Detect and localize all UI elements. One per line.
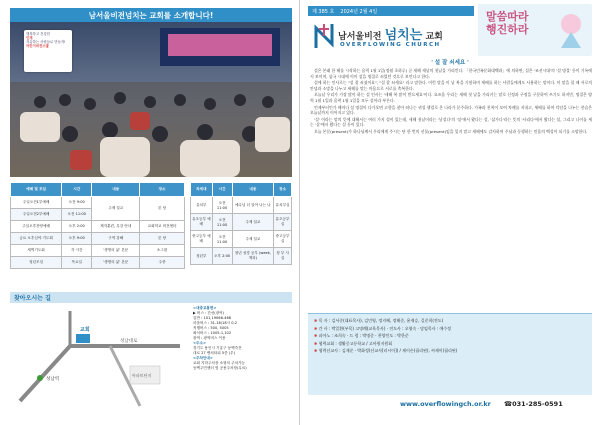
staff-line-text: 피아노 : 조희숙 · 드 럼 : 박명준 · 찬양인도 : 박한준 bbox=[318, 333, 409, 339]
staff-line-text: 협력선교사 : 김재준 · 박화정(선교사[러시아]) / 제이슨(필리핀), 씨제이(필리핀) bbox=[318, 348, 458, 354]
table-cell: 오후 9:00 bbox=[62, 233, 92, 245]
table-cell: 교회학교 비전센터 bbox=[140, 221, 185, 233]
church-logo-icon bbox=[312, 22, 336, 50]
map-label-church: 교회 bbox=[80, 327, 90, 333]
table-header: 예배 및 모임 bbox=[11, 183, 62, 197]
table-cell: 유치부 bbox=[191, 197, 213, 214]
table-row bbox=[11, 221, 185, 233]
table-row bbox=[11, 245, 185, 257]
table-cell: 오후 2:00 bbox=[212, 248, 232, 265]
table-cell: 본 당 bbox=[140, 233, 185, 245]
bus-info-line: 일반 : 101,19066-468 bbox=[193, 316, 232, 320]
table-cell: 주제 설교 bbox=[92, 197, 140, 221]
article-paragraph: 설에 하는 인사로는 "설 잘 쇠셨어요", "설 잘 쇠세요" 라고 말한다. 이런 말을 이 날 복을 기원하며 세배를 하는 사람들에게도 사용하는 말이다. 이 말을 할 때 서로의 안녕과 소망을 나누고 새해를 맞는 마음으로 서로를 축복한다. bbox=[310, 80, 592, 91]
staff-line bbox=[314, 340, 586, 348]
article-paragraph: 언제부터인가 해마다 설 명절이 다가오면 고향을 찾아 떠나는 귀성 행렬로 온 나라가 분주하다. 가족과 친척이 모여 차례를 지내고, 세배를 하며 덕담을 나누는 풍습은 오늘날까지 이어지고 있다. bbox=[310, 104, 592, 116]
table-header: 장소 bbox=[140, 183, 185, 197]
table-cell: 제자훈련, 특강 안내 bbox=[92, 221, 140, 233]
website-link[interactable]: www.overflowingch.or.kr bbox=[400, 400, 491, 408]
article-paragraph: 설은 본래 한 해를 시작하는 음력 1월 1일(정월 초하루) 곧 새해 새날의 첫날을 가리킨다. 「한국민족문화대백과」에 의하면, 설은 '조선시대'의 '설 명절' 등이 기록에서 보이며, 삼국 시대에 이미 설을 명절로 쇠었던 것으로 보인다고 한다. bbox=[310, 68, 592, 79]
right-page bbox=[300, 0, 600, 425]
sign-line-2: 인재 bbox=[26, 36, 33, 40]
bus-info-line: 직행버스 : 500, 5005 bbox=[193, 326, 229, 330]
address-line: 경기도 용인시 기흥구 동백죽전 bbox=[193, 346, 242, 350]
sign-line-4: 어린이비전스쿨 bbox=[26, 44, 49, 48]
table-cell: 주일오전2부예배 bbox=[11, 209, 62, 221]
table-cell: 목요일 bbox=[62, 257, 92, 269]
address-line: 대로 27 벤처타워 5층 (우) bbox=[193, 351, 236, 355]
map-label-station: 성남역 bbox=[46, 377, 60, 382]
church-name-main: 넘치는 bbox=[384, 28, 423, 43]
table-header: 장소 bbox=[274, 183, 292, 197]
article-paragraph: 오늘날 우리가 가장 많이 하는 설 인사는 '새해 복 많이 받으세요'이다. 요즈음 우리는 새해 첫 날을 가리키는 말로 신정과 구정을 구분하여 쓰기도 하지만, 명절은 양력 1월 1일과 음력 1월 1일을 모두 설이라 부른다. bbox=[310, 92, 592, 103]
next-generation-table bbox=[190, 182, 292, 265]
table-cell: 예수님 더 알아 나는 나 bbox=[232, 197, 274, 214]
star-icon: ✱ bbox=[314, 318, 319, 323]
bus-info-line: ▶ 버스 : 간선(광역) bbox=[193, 311, 225, 315]
phone-text: 031-285-0591 bbox=[512, 400, 563, 408]
map-label-apartment: 아파트단지 bbox=[132, 373, 152, 378]
motto-decoration-icon bbox=[556, 10, 586, 50]
table-cell: 오전 11:00 bbox=[212, 197, 232, 214]
directions-title: 찾아오시는 길 bbox=[10, 292, 292, 303]
table-header: 차세대 bbox=[191, 183, 213, 197]
photo-header: 남서울비전넘치는 교회를 소개합니다! bbox=[10, 8, 292, 22]
staff-line bbox=[314, 317, 586, 325]
church-logo-area bbox=[308, 18, 474, 56]
map-label-road: 성남대로 bbox=[120, 339, 138, 344]
table-cell: 유초등부실 bbox=[274, 214, 292, 231]
table-row bbox=[191, 231, 292, 248]
table-cell: 유초등부 예배 bbox=[191, 214, 213, 231]
location-map bbox=[10, 306, 190, 418]
table-row bbox=[191, 248, 292, 265]
phone-number bbox=[504, 400, 563, 408]
table-cell: 주중 bbox=[140, 257, 185, 269]
table-row bbox=[11, 233, 185, 245]
staff-line-text: 간 사 : 박일환(부목) 고명례(교육목사) · 전도사 : 오영숙 · 담임목사 : 애수정 bbox=[318, 325, 452, 331]
station-marker-icon bbox=[37, 375, 43, 381]
star-icon: ✱ bbox=[314, 340, 319, 346]
table-cell: 금요 오후심야 기도회 bbox=[11, 233, 62, 245]
staff-line-text: 목 자 : 김서준(대표목사), 김민영, 정지혜, 정해준, 윤재승, 길준희(전도) bbox=[318, 318, 444, 323]
table-header: 시간 bbox=[62, 183, 92, 197]
transit-info bbox=[193, 306, 293, 418]
parking-title: <주차안내> bbox=[193, 356, 213, 360]
table-cell: '생명의 삶' 본문 bbox=[92, 245, 140, 257]
table-cell: 오후 2:00 bbox=[62, 221, 92, 233]
article-body bbox=[310, 68, 592, 311]
bus-info-line: 좌석버스 : 1005-1,102 bbox=[193, 331, 232, 335]
table-cell: 오전 9:00 bbox=[62, 197, 92, 209]
staff-line bbox=[314, 347, 586, 355]
church-photo bbox=[10, 22, 292, 177]
table-cell: 새벽기도회 bbox=[11, 245, 62, 257]
table-cell: 청 부 사실 bbox=[274, 248, 292, 265]
address-title: <주소> bbox=[193, 341, 206, 345]
table-cell: 주일오전1부예배 bbox=[11, 197, 62, 209]
staff-line bbox=[314, 332, 586, 340]
table-cell: '생명의 삶' 본문 bbox=[92, 257, 140, 269]
table-row bbox=[191, 197, 292, 214]
table-cell: 오전 11:00 bbox=[212, 214, 232, 231]
table-row bbox=[11, 257, 185, 269]
staff-info-box bbox=[308, 313, 592, 395]
table-cell: 중고등부 예배 bbox=[191, 231, 213, 248]
table-cell: 주일오후찬양예배 bbox=[11, 221, 62, 233]
table-cell: 주제 설교 bbox=[232, 214, 274, 231]
staff-line bbox=[314, 325, 586, 333]
bus-info-title: <대중교통편> bbox=[193, 306, 217, 310]
motto-line-2: 행진하라 bbox=[486, 23, 529, 36]
issue-bar bbox=[308, 6, 474, 16]
article-title: ' 설 잘 쇠세요 ' bbox=[431, 60, 469, 66]
sign-line-1: 행복하고 건강한 bbox=[26, 32, 51, 36]
issue-date: 2024년 2월 4일 bbox=[340, 8, 378, 15]
table-cell: 청년 성경 공부 (week,책과) bbox=[232, 248, 274, 265]
star-icon: ✱ bbox=[314, 333, 319, 339]
event-sign bbox=[24, 30, 72, 72]
table-cell: 오전 11:00 bbox=[62, 209, 92, 221]
table-cell: 청년부 bbox=[191, 248, 213, 265]
staff-line-text: 협력교회 : 생활중고등학교 / 고아원지원회 bbox=[318, 340, 393, 346]
table-cell: 각 시간 bbox=[62, 245, 92, 257]
table-header: 내용 bbox=[92, 183, 140, 197]
phone-icon: ☎ bbox=[504, 400, 513, 408]
church-name-prefix: 남서울비전 bbox=[338, 32, 382, 42]
issue-number: 제 385 호 bbox=[312, 8, 335, 15]
star-icon: ✱ bbox=[314, 348, 319, 354]
table-cell: 청년모임 bbox=[11, 257, 62, 269]
table-header: 시간 bbox=[212, 183, 232, 197]
table-cell: 소그룹 bbox=[140, 245, 185, 257]
church-name-suffix: 교회 bbox=[425, 32, 443, 42]
table-header: 내용 bbox=[232, 183, 274, 197]
worship-schedule-table bbox=[10, 182, 185, 269]
church-name bbox=[338, 24, 443, 43]
sign-line-3: 자유하는 사람들로 만들자! bbox=[26, 40, 66, 44]
table-row bbox=[11, 197, 185, 209]
table-cell: 중고등부실 bbox=[274, 231, 292, 248]
table-cell: 오전 11:00 bbox=[212, 231, 232, 248]
church-english-name: OVERFLOWING CHURCH bbox=[340, 42, 441, 48]
bus-info-line: 마을버스 : 31-18/18시 0-2 bbox=[193, 321, 238, 325]
footer bbox=[308, 398, 592, 420]
table-row bbox=[191, 214, 292, 231]
table-cell: 주제 설교 bbox=[232, 231, 274, 248]
star-icon: ✱ bbox=[314, 325, 319, 331]
motto-text bbox=[486, 10, 529, 36]
motto-line-1: 말씀따라 bbox=[486, 10, 529, 23]
table-cell: 본 당 bbox=[140, 197, 185, 221]
table-cell: 유치부실 bbox=[274, 197, 292, 214]
parking-line: 교회 지하주차장 소형차 주차가능 bbox=[193, 361, 246, 365]
parking-line: 동백주민센터 옆 공용주차장(무료) bbox=[193, 366, 247, 370]
table-cell: 구역 강해 bbox=[92, 233, 140, 245]
article-paragraph: 오늘 본문(present)가 하나님께서 우리에게 주시는 단 한 번의 선물(present)임을 잊지 말고 새해에도 감사하며 주님과 동행하는 믿음의 백성이 되기를 소망한다. bbox=[314, 128, 588, 134]
church-marker-icon bbox=[76, 334, 90, 343]
article-paragraph: '설' 이라는 말의 뜻에 대해서는 여러 가지 설이 있는데, 새해 첫날이라는 '낯설다'의 '설'에서 왔다는 설, '삼가다'라는 뜻의 '사리다'에서 왔다는 설, 그리고 나이를 세는 '살'에서 왔다는 설 등이 있다. bbox=[310, 116, 592, 128]
bus-info-line: 광역 : 광역버스 이용 bbox=[193, 336, 226, 340]
